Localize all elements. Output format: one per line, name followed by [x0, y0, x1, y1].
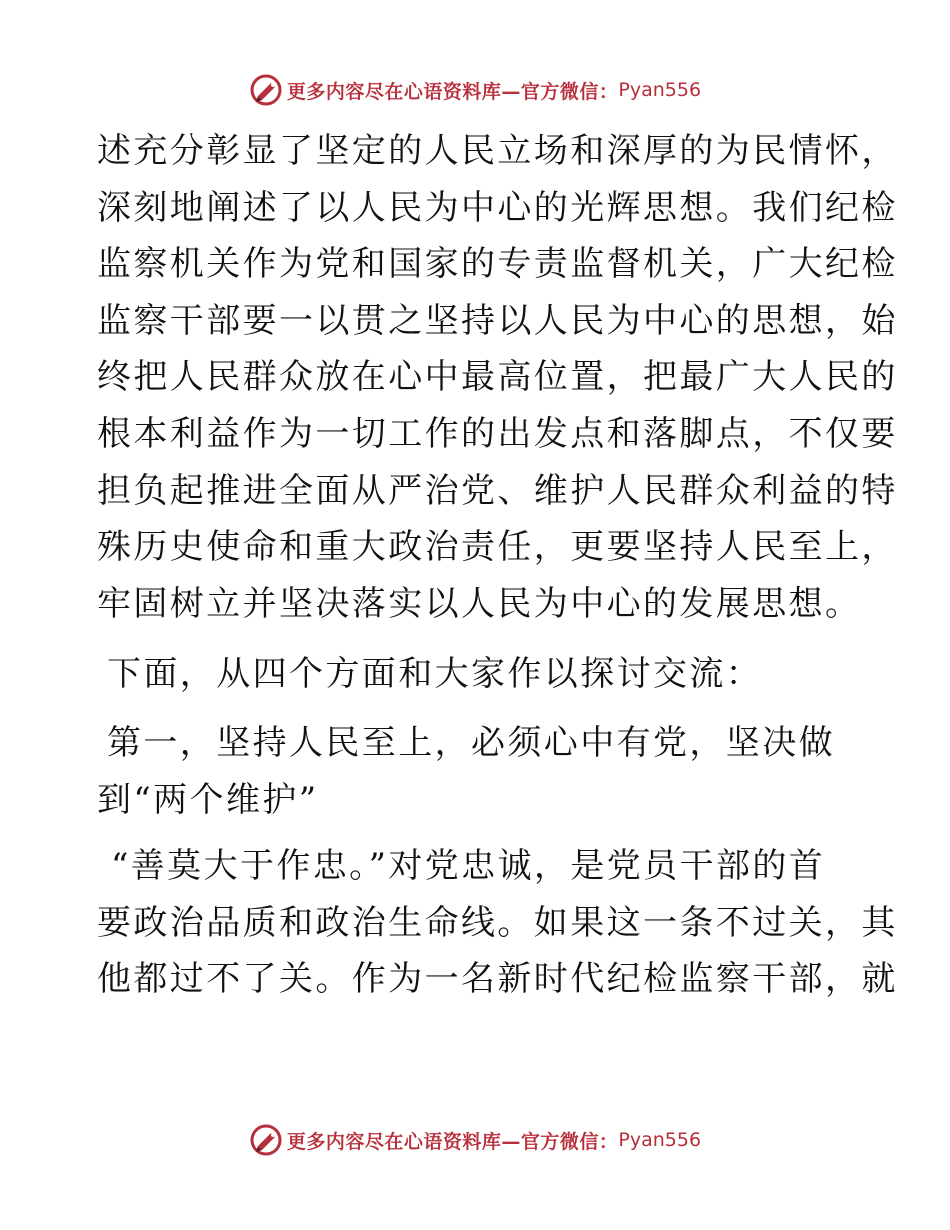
text-line: 担负起推进全面从严治党、维护人民群众利益的特 — [97, 470, 898, 511]
paragraph-2 — [97, 838, 898, 1008]
text-line: 根本利益作为一切工作的出发点和落脚点，不仅要 — [97, 413, 898, 454]
text-line: 终把人民群众放在心中最高位置，把最广大人民的 — [97, 357, 898, 398]
document-body — [97, 123, 898, 1008]
logo-icon — [249, 1123, 283, 1157]
logo-icon — [249, 73, 283, 107]
text-line: 深刻地阐述了以人民为中心的光辉思想。我们纪检 — [97, 187, 898, 228]
heading-line: 第一，坚持人民至上，必须心中有党，坚决做 — [107, 722, 835, 763]
section-heading — [97, 715, 857, 828]
footer-wechat-handle: Pyan556 — [618, 1129, 702, 1151]
intro-line: 下面，从四个方面和大家作以探讨交流： — [107, 654, 763, 695]
header-banner — [0, 70, 950, 110]
text-line: 述充分彰显了坚定的人民立场和深厚的为民情怀， — [97, 131, 898, 171]
text-line: 他都过不了关。作为一名新时代纪检监察干部，就 — [97, 959, 898, 1000]
header-wechat-handle: Pyan556 — [618, 79, 702, 101]
text-line: 监察机关作为党和国家的专责监督机关，广大纪检 — [97, 244, 898, 285]
text-line: 牢固树立并坚决落实以人民为中心的发展思想。 — [97, 583, 862, 624]
paragraph-1 — [97, 123, 898, 632]
footer-banner — [0, 1120, 950, 1160]
text-line: 监察干部要一以贯之坚持以人民为中心的思想，始 — [97, 300, 898, 341]
text-line: 要政治品质和政治生命线。如果这一条不过关，其 — [97, 902, 898, 943]
heading-line: 到“两个维护” — [97, 779, 319, 820]
text-line: 殊历史使命和重大政治责任，更要坚持人民至上， — [97, 527, 898, 568]
header-text: 更多内容尽在心语资料库—官方微信： — [286, 80, 619, 103]
footer-text: 更多内容尽在心语资料库—官方微信： — [286, 1130, 619, 1153]
text-line: “善莫大于作忠。”对党忠诚，是党员干部的首 — [111, 846, 826, 887]
